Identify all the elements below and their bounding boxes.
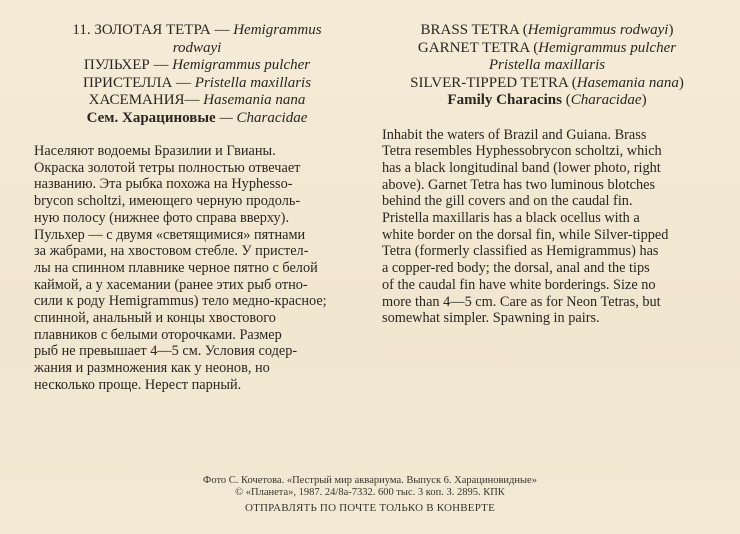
ru-body-line: ную полосу (нижнее фото справа вверху). (34, 209, 290, 226)
ru-body-line: Населяют водоемы Бразилии и Гвианы. (34, 143, 276, 159)
photo-credit: Фото С. Кочетова. «Пестрый мир аквариума. Выпуск 6. Харациновидные» (203, 475, 537, 486)
en-header-line: BRASS TETRA (Hemigrammus rodwayi) (420, 22, 674, 38)
en-header-line: SILVER-TIPPED TETRA (Hasemania nana) (410, 74, 684, 91)
en-body-line: has a black longitudinal band (lower photo, right (382, 159, 661, 176)
ru-header-line: ПУЛЬХЕР — Hemigrammus pulcher (83, 57, 311, 73)
ru-body-line: каймой, а у хасемании (ранее этих рыб отно- (34, 276, 308, 293)
russian-header (34, 22, 360, 127)
russian-column (34, 22, 360, 394)
ru-header-line: ХАСЕМАНИЯ— Hasemania nana (88, 92, 306, 108)
ru-body-line: Пульхер — с двумя «светящимися» пятнами (34, 226, 306, 243)
ru-body-line: лы на спинном плавнике черное пятно с белой (34, 259, 318, 276)
russian-body-text (34, 143, 360, 394)
ru-body-line: спинной, анальный и концы хвостового (34, 310, 276, 327)
ru-body-line: сили к роду Hemigrammus) тело медно-красное; (34, 293, 327, 310)
en-body-line: more than 4—5 cm. Care as for Neon Tetras, but (382, 293, 661, 310)
en-body-line: of the caudal fin have white borderings. Size no (382, 276, 656, 293)
en-header-line: GARNET TETRA (Hemigrammus pulcher (417, 39, 677, 56)
ru-header-line: ПРИСТЕЛЛА — Pristella maxillaris (82, 74, 312, 91)
ru-family-line: Сем. Харациновые — Characidae (86, 109, 308, 126)
ru-header-line: 11. ЗОЛОТАЯ ТЕТРА — Hemigrammus (72, 22, 322, 38)
en-body-line: Tetra (formerly classified as Hemigrammus) has (382, 243, 659, 260)
ru-body-line: brycon scholtzi, имеющего черную продоль- (34, 193, 301, 210)
en-body-line: Inhabit the waters of Brazil and Guiana. Brass (382, 126, 647, 143)
ru-body-line: рыб не превышает 4—5 см. Условия содер- (34, 343, 298, 360)
ru-body-line: плавников с белыми оторочками. Размер (34, 326, 282, 343)
en-body-line: Tetra resembles Hyphessobrycon scholtzi, which (382, 143, 662, 160)
ru-body-line: Окраска золотой тетры полностью отвечает (34, 159, 301, 176)
publisher-imprint: © «Планета», 1987. 24/8а-7332. 600 тыс. 3 коп. З. 2895. КПК (235, 487, 505, 498)
en-header-line: Pristella maxillaris (488, 57, 606, 73)
ru-body-line: за жабрами, на хвостовом стебле. У пристел- (34, 243, 309, 260)
ru-body-line: жания и размножения как у неонов, но (34, 360, 270, 377)
en-body-line: behind the gill covers and on the caudal fin. (382, 193, 633, 210)
en-body-line: above). Garnet Tetra has two luminous blotches (382, 176, 656, 193)
english-header (382, 22, 712, 110)
en-body-line: somewhat simpler. Spawning in pairs. (382, 310, 600, 327)
en-body-line: white border on the dorsal fin, while Silver-tipped (382, 226, 669, 243)
ru-body-line: несколько проще. Нерест парный. (34, 376, 242, 393)
english-body-text (382, 127, 712, 327)
en-family-line: Family Characins (Characidae) (447, 92, 647, 108)
en-body-line: a copper-red body; the dorsal, anal and the tips (382, 260, 650, 277)
mailing-notice: ОТПРАВЛЯТЬ ПО ПОЧТЕ ТОЛЬКО В КОНВЕРТЕ (244, 502, 496, 514)
ru-header-line: rodwayi (172, 39, 222, 56)
en-body-line: Pristella maxillaris has a black ocellus with a (382, 210, 640, 227)
ru-body-line: названию. Эта рыбка похожа на Hyphesso- (34, 176, 293, 193)
english-column (382, 22, 712, 327)
